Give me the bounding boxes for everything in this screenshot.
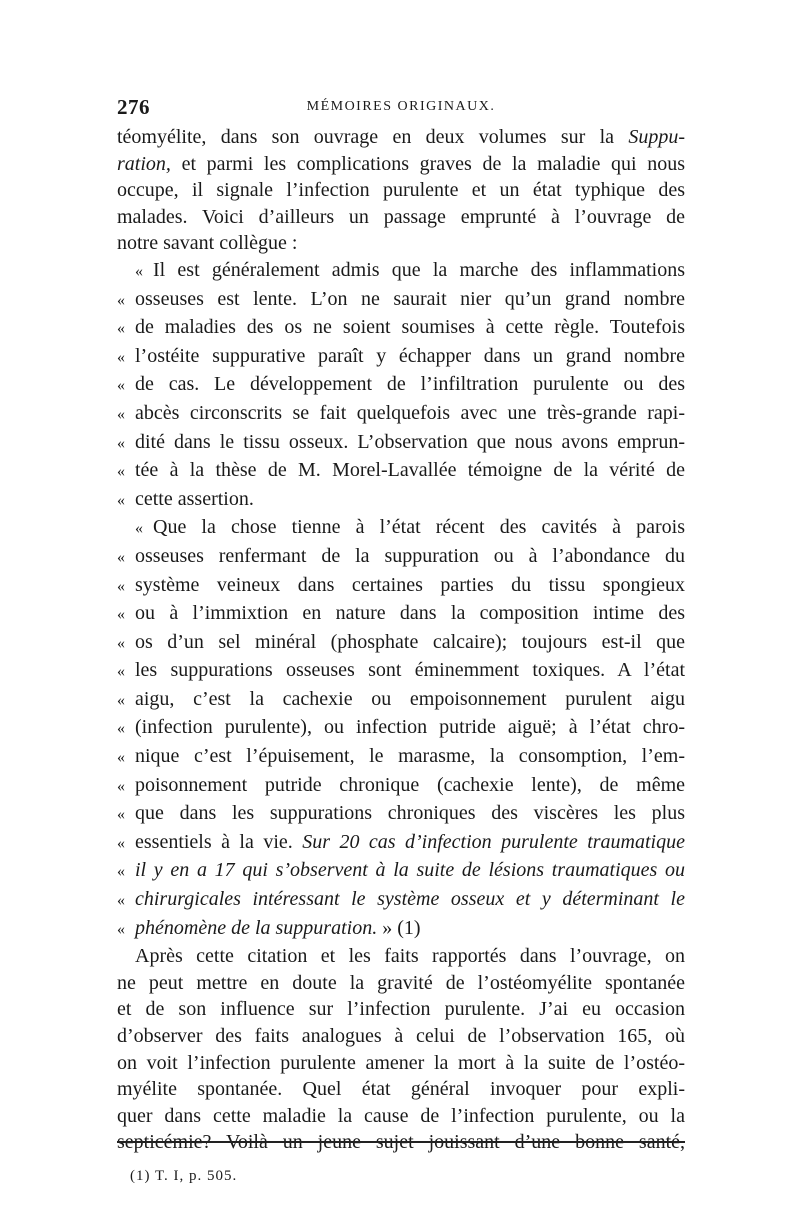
quote-line: « essentiels à la vie. Sur 20 cas d’infection purulente traumatique [117,830,685,853]
quote-line: « phénomène de la suppuration. » (1) [117,916,421,939]
page-number: 276 [117,95,150,119]
quote-line: « il y en a 17 qui s’observent à la suite de lésions traumatiques ou [117,859,685,882]
quote-line: « Il est généralement admis que la marche des inflammations [135,258,685,281]
text-line: Après cette citation et les faits rapportés dans l’ouvrage, on [135,945,685,968]
quote-line: « aigu, c’est la cachexie ou empoisonnement purulent aigu [117,687,685,710]
text-line: téomyélite, dans son ouvrage en deux volumes sur la Suppu- [117,126,685,148]
quote-line: « (infection purulente), ou infection putride aiguë; à l’état chro- [117,716,685,739]
quote-line: « nique c’est l’épuisement, le marasme, la consomption, l’em- [117,745,685,768]
text-line: notre savant collègue : [117,232,298,255]
text-line: malades. Voici d’ailleurs un passage emprunté à l’ouvrage de [117,205,685,228]
quote-line: « les suppurations osseuses sont éminemment toxiques. A l’état [117,659,685,682]
quote-line: « tée à la thèse de M. Morel-Lavallée témoigne de la vérité de [117,459,685,482]
text-line: d’observer des faits analogues à celui de l’observation 165, où [117,1025,685,1047]
page-header [117,95,685,125]
paragraph-discussion [117,943,685,1156]
text-line: on voit l’infection purulente amener la mort à la suite de l’ostéo- [117,1051,685,1074]
text-line: occupe, il signale l’infection purulente et un état typhique des [117,179,685,202]
footnote: (1) T. I, p. 505. [130,1168,238,1184]
text-line: et de son influence sur l’infection purulente. J’ai eu occasion [117,998,685,1021]
quote-line: « dité dans le tissu osseux. L’observation que nous avons emprun- [117,430,685,453]
text-line: myélite spontanée. Quel état général invoquer pour expli- [117,1078,685,1101]
quote-line: « os d’un sel minéral (phosphate calcaire); toujours est-il que [117,630,685,653]
quote-line: « que dans les suppurations chroniques des viscères les plus [117,802,685,825]
quote-line: « ou à l’immixtion en nature dans la composition intime des [117,602,685,625]
text-line: ration, et parmi les complications graves de la maladie qui nous [117,152,685,175]
quote-line: « Que la chose tienne à l’état récent des cavités à parois [135,516,685,539]
quotation-second [117,514,685,943]
quote-line: « système veineux dans certaines parties du tissu spongieux [117,573,685,596]
quote-line: « poisonnement putride chronique (cachexie lente), de même [117,773,685,796]
footnote-rule [117,1141,685,1143]
quote-line: « osseuses renfermant de la suppuration ou à l’abondance du [117,544,685,567]
text-line: septicémie? Voilà un jeune sujet jouissant d’une bonne santé, [117,1131,685,1154]
text-line: ne peut mettre en doute la gravité de l’ostéomyélite spontanée [117,971,685,994]
quote-line: « de maladies des os ne soient soumises à cette règle. Toutefois [117,316,685,339]
text-line: quer dans cette maladie la cause de l’infection purulente, ou la [117,1104,685,1127]
quote-line: « chirurgicales intéressant le système osseux et y déterminant le [117,888,685,911]
quote-line: « de cas. Le développement de l’infiltration purulente ou des [117,373,685,396]
quote-line: « osseuses est lente. L’on ne saurait nier qu’un grand nombre [117,287,685,310]
quotation-first [117,257,685,514]
quote-line: « l’ostéite suppurative paraît y échapper dans un grand nombre [117,344,685,367]
paragraph-intro [117,124,685,257]
quote-line: « abcès circonscrits se fait quelquefois avec une très-grande rapi- [117,401,685,424]
running-head: MÉMOIRES ORIGINAUX. [306,99,496,114]
quote-line: « cette assertion. [117,487,254,510]
body-text [117,124,685,1156]
